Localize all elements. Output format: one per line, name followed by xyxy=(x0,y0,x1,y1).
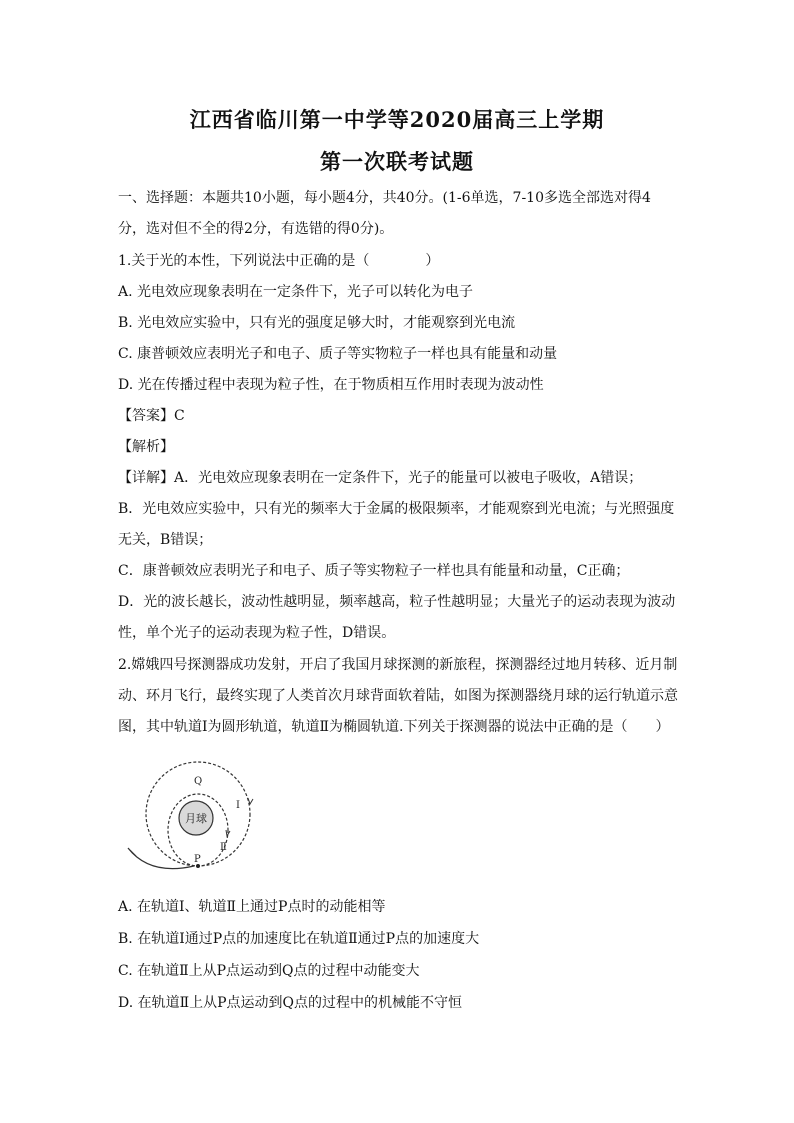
label-orbit-1: Ⅰ xyxy=(236,800,240,811)
q1-analysis-line-6: 性，单个光子的运动表现为粒子性，D错误。 xyxy=(118,625,396,641)
q1-answer: 【答案】C xyxy=(118,408,185,424)
page-subtitle: 第一次联考试题 xyxy=(320,149,474,174)
q1-stem: 1.关于光的本性，下列说法中正确的是（ ） xyxy=(118,253,440,269)
section-intro-line-2: 分，选对但不全的得2分，有选错的得0分)。 xyxy=(118,221,394,237)
label-p: P xyxy=(194,854,201,865)
q1-option-b: B. 光电效应实验中，只有光的强度足够大时，才能观察到光电流 xyxy=(118,315,516,331)
q2-option-d: D. 在轨道Ⅱ上从P点运动到Q点的过程中的机械能不守恒 xyxy=(118,995,463,1011)
q2-stem-line-2: 动、环月飞行，最终实现了人类首次月球背面软着陆，如图为探测器绕月球的运行轨道示意 xyxy=(118,688,678,704)
q1-option-a: A. 光电效应现象表明在一定条件下，光子可以转化为电子 xyxy=(118,284,474,300)
q1-option-d: D. 光在传播过程中表现为粒子性，在于物质相互作用时表现为波动性 xyxy=(118,377,544,393)
q1-analysis-line-2: B．光电效应实验中，只有光的频率大于金属的极限频率，才能观察到光电流；与光照强度 xyxy=(118,501,675,517)
q1-analysis-line-3: 无关，B错误； xyxy=(118,532,213,548)
orbit-diagram-svg xyxy=(120,758,270,878)
transfer-tick xyxy=(130,850,136,856)
q2-option-a: A. 在轨道Ⅰ、轨道Ⅱ上通过P点时的动能相等 xyxy=(118,899,386,915)
label-q: Q xyxy=(194,776,203,787)
q1-analysis-line-5: D．光的波长越长，波动性越明显，频率越高，粒子性越明显；大量光子的运动表现为波动 xyxy=(118,594,676,610)
moon-label: 月球 xyxy=(185,812,207,825)
label-orbit-2: Ⅱ xyxy=(220,842,227,853)
q1-analysis-line-1: 【详解】A．光电效应现象表明在一定条件下，光子的能量可以被电子吸收，A错误； xyxy=(118,470,643,486)
q1-option-c: C. 康普顿效应表明光子和电子、质子等实物粒子一样也具有能量和动量 xyxy=(118,346,558,362)
q2-stem-line-3: 图，其中轨道Ⅰ为圆形轨道，轨道Ⅱ为椭圆轨道.下列关于探测器的说法中正确的是（ ） xyxy=(118,719,670,735)
q1-analysis-line-4: C．康普顿效应表明光子和电子、质子等实物粒子一样也具有能量和动量，C正确； xyxy=(118,563,630,579)
page-title: 江西省临川第一中学等2020届高三上学期 xyxy=(189,107,605,132)
q1-analysis-label: 【解析】 xyxy=(118,439,174,455)
section-intro-line-1: 一、选择题：本题共10小题，每小题4分，共40分。(1-6单选，7-10多选全部选对得4 xyxy=(118,190,651,206)
q2-option-b: B. 在轨道Ⅰ通过P点的加速度比在轨道Ⅱ通过P点的加速度大 xyxy=(118,931,480,947)
q2-stem-line-1: 2.嫦娥四号探测器成功发射，开启了我国月球探测的新旅程，探测器经过地月转移、近月制 xyxy=(118,657,678,673)
q2-option-c: C. 在轨道Ⅱ上从P点运动到Q点的过程中动能变大 xyxy=(118,963,420,979)
orbit-diagram xyxy=(120,758,270,878)
